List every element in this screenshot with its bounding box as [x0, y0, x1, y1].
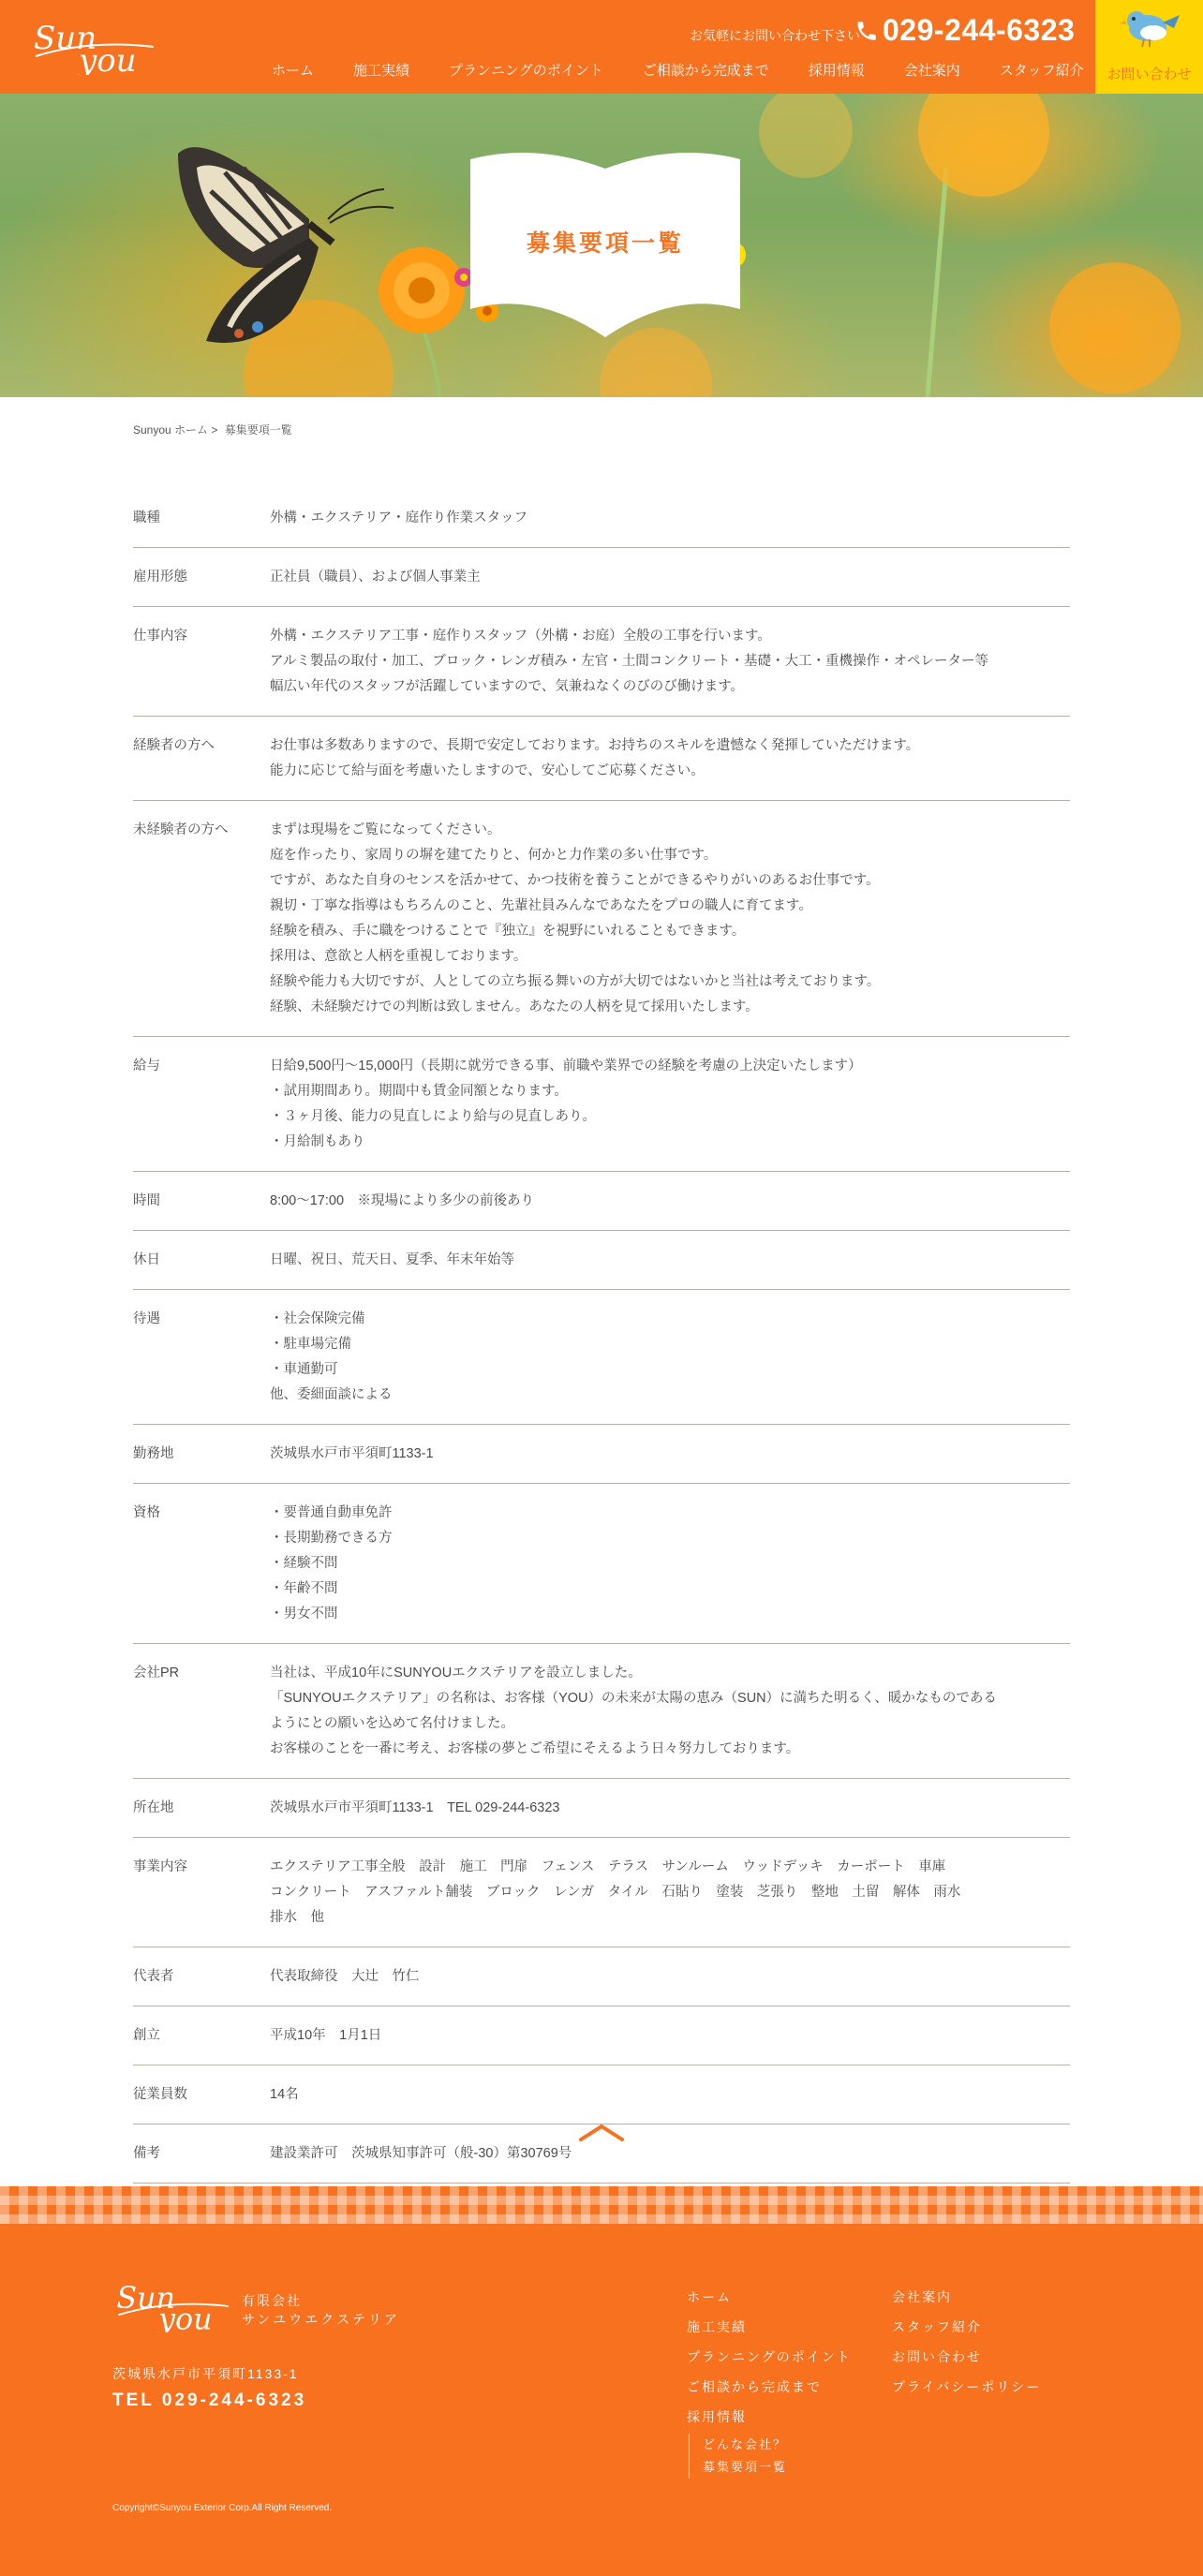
svg-text:you: you [158, 2302, 213, 2332]
page-top-button[interactable] [577, 2121, 626, 2145]
row-heading: 代表者 [133, 1969, 174, 1984]
footer-link-works[interactable]: 施工実績 [687, 2319, 747, 2334]
row-heading: 仕事内容 [133, 629, 187, 644]
inquiry-label: お問い合わせ [1106, 67, 1192, 82]
row-content-line: 茨城県水戸市平須町1133-1 TEL 029-244-6323 [270, 1800, 560, 1815]
footer-link-company[interactable]: 会社案内 [892, 2289, 952, 2304]
table-row [133, 1779, 1070, 1838]
row-content-line: 代表取締役 大辻 竹仁 [270, 1969, 420, 1984]
row-content-line: 経験を積み、手に職をつけることで『独立』を視野にいれることもできます。 [270, 924, 746, 939]
row-content [270, 1054, 1070, 1155]
global-nav [272, 60, 1084, 82]
footer-address: 茨城県水戸市平須町1133-1 [112, 2366, 299, 2381]
row-content-line: 採用は、意欲と人柄を重視しております。 [270, 949, 527, 964]
row-heading: 経験者の方へ [133, 738, 215, 753]
table-row [133, 1231, 1070, 1290]
footer-link-contact[interactable]: お問い合わせ [892, 2349, 982, 2364]
row-content [270, 1442, 1070, 1467]
row-content-line: 外構・エクステリア・庭作り作業スタッフ [270, 511, 528, 526]
row-content [270, 818, 1070, 1020]
table-row [133, 1838, 1070, 1947]
row-content-line: アルミ製品の取付・加工、ブロック・レンガ積み・左官・土間コンクリート・基礎・大工・重機操作・オペレーター等 [270, 654, 988, 669]
row-content-line: ようにとの願いを込めて名付けました。 [270, 1716, 514, 1731]
svg-text:Sun: Sun [34, 20, 97, 57]
breadcrumb [133, 422, 296, 437]
row-heading: 職種 [133, 511, 160, 526]
row-content [270, 2141, 1070, 2167]
row-content-line: ・経験不問 [270, 1556, 338, 1571]
row-heading: 勤務地 [133, 1446, 174, 1461]
svg-text:Sun: Sun [116, 2281, 175, 2316]
site-logo[interactable] [34, 19, 156, 75]
footer-check-pattern [0, 2186, 1203, 2224]
breadcrumb-home-link[interactable]: Sunyou ホーム [133, 423, 209, 437]
nav-item-recruit[interactable]: 採用情報 [808, 63, 865, 79]
footer-link-privacy[interactable]: プライバシーポリシー [892, 2379, 1042, 2394]
row-heading: 備考 [133, 2146, 160, 2161]
row-content-line: 平成10年 1月1日 [270, 2028, 382, 2043]
row-content-line: ・車通勤可 [270, 1362, 338, 1377]
row-content-line: 正社員（職員）、および個人事業主 [270, 570, 481, 585]
footer-link-planning[interactable]: プランニングのポイント [687, 2349, 852, 2364]
row-content [270, 733, 1070, 784]
row-content-line: ・要普通自動車免許 [270, 1505, 393, 1520]
row-heading: 所在地 [133, 1800, 174, 1815]
table-row [133, 1484, 1070, 1644]
row-content [270, 1307, 1070, 1408]
row-heading: 事業内容 [133, 1859, 187, 1874]
footer-nav-col2 [892, 2282, 1041, 2402]
row-heading: 未経験者の方へ [133, 822, 229, 837]
row-content-line: ・年齢不問 [270, 1581, 338, 1596]
footer-tel-link[interactable]: TEL 029-244-6323 [112, 2391, 307, 2410]
row-content [270, 506, 1070, 531]
breadcrumb-separator: > [211, 423, 218, 437]
row-content-line: 外構・エクステリア工事・庭作りスタッフ（外構・お庭）全般の工事を行います。 [270, 629, 771, 644]
row-content-line: ・駐車場完備 [270, 1337, 351, 1352]
row-content-line: お仕事は多数ありますので、長期で安定しております。お持ちのスキルを遺憾なく発揮していただけます。 [270, 738, 920, 753]
row-content-line: ・長期勤務できる方 [270, 1531, 393, 1546]
row-content [270, 1248, 1070, 1273]
footer-link-about-company[interactable]: どんな会社？ [703, 2437, 788, 2451]
table-row [133, 489, 1070, 548]
row-content [270, 1855, 1070, 1931]
footer-logo[interactable] [112, 2280, 234, 2332]
nav-item-works[interactable]: 施工実績 [353, 63, 410, 79]
footer-link-flow[interactable]: ご相談から完成まで [687, 2379, 822, 2394]
footer-link-staff[interactable]: スタッフ紹介 [892, 2319, 982, 2334]
row-heading: 会社PR [133, 1666, 180, 1680]
row-content-line: ・試用期間あり。期間中も賃金同額となります。 [270, 1084, 568, 1099]
row-content-line: 親切・丁寧な指導はもちろんのこと、先輩社員みんなであなたをプロの職人に育てます。 [270, 898, 812, 913]
phone-icon [854, 19, 879, 43]
table-row [133, 1290, 1070, 1425]
table-row [133, 801, 1070, 1037]
table-row [133, 1037, 1070, 1172]
table-row [133, 1172, 1070, 1231]
footer-link-home[interactable]: ホーム [687, 2289, 732, 2304]
page-hero [0, 94, 1203, 397]
row-content-line: 当社は、平成10年にSUNYOUエクステリアを設立しました。 [270, 1666, 642, 1680]
row-content [270, 624, 1070, 700]
row-content-line: ・男女不問 [270, 1606, 338, 1621]
row-content-line: 日給9,500円〜15,000円（長期に就労できる事、前職や業界での経験を考慮の上決定いたします） [270, 1059, 862, 1073]
footer-link-requirements[interactable]: 募集要項一覧 [703, 2460, 788, 2474]
row-content-line: 茨城県水戸市平須町1133-1 [270, 1446, 434, 1461]
row-content-line: 建設業許可 茨城県知事許可（般-30）第30769号 [270, 2146, 572, 2161]
footer-recruit-sublinks [689, 2434, 852, 2479]
table-row [133, 1947, 1070, 2006]
table-row [133, 607, 1070, 717]
row-content [270, 1796, 1070, 1821]
table-row [133, 2065, 1070, 2124]
row-heading: 雇用形態 [133, 570, 187, 585]
row-content-line: 排水 他 [270, 1910, 324, 1925]
row-content [270, 2082, 1070, 2108]
footer-logo-mark [112, 2280, 234, 2332]
row-content-line: 8:00〜17:00 ※現場により多少の前後あり [270, 1193, 535, 1208]
row-content-line: 経験、未経験だけでの判断は致しません。あなたの人柄を見て採用いたします。 [270, 999, 759, 1014]
row-content-line: 能力に応じて給与面を考慮いたしますので、安心してご応募ください。 [270, 763, 705, 778]
inquiry-button[interactable] [1095, 0, 1203, 94]
row-content [270, 2023, 1070, 2049]
site-footer [0, 2224, 1203, 2576]
row-content-line: 経験や能力も大切ですが、人としての立ち振る舞いの方が大切ではないかと当社は考えております。 [270, 974, 881, 989]
row-content-line: 幅広い年代のスタッフが活躍していますので、気兼ねなくのびのび働けます。 [270, 679, 745, 694]
row-content-line: 「SUNYOUエクステリア」の名称は、お客様（YOU）の未来が太陽の恵み（SUN）に満ちた明るく、暖かなものである [270, 1691, 997, 1706]
svg-text:you: you [79, 42, 137, 75]
row-content-line: ですが、あなた自身のセンスを活かせて、かつ技術を養うことができるやりがいのあるお仕事です。 [270, 873, 880, 888]
footer-company-type: 有限会社 [242, 2293, 302, 2308]
row-heading: 創立 [133, 2028, 160, 2043]
row-content-line: まずは現場をご覧になってください。 [270, 822, 501, 837]
row-content [270, 1964, 1070, 1990]
row-content-line: 庭を作ったり、家周りの塀を建てたりと、何かと力作業の多い仕事です。 [270, 848, 718, 863]
row-content-line: コンクリート アスファルト舗装 ブロック レンガ タイル 石貼り 塗装 芝張り 整地 土留 解体 雨水 [270, 1885, 961, 1900]
row-heading: 資格 [133, 1505, 160, 1520]
row-heading: 時間 [133, 1193, 160, 1208]
row-heading: 待遇 [133, 1311, 160, 1326]
table-row [133, 1644, 1070, 1779]
logo-mark [34, 19, 156, 75]
row-heading: 休日 [133, 1252, 160, 1267]
nav-item-flow[interactable]: ご相談から完成まで [642, 63, 769, 79]
row-content [270, 1661, 1070, 1762]
row-content-line: エクステリア工事全般 設計 施工 門扉 フェンス テラス サンルーム ウッドデッキ カーポート 車庫 [270, 1859, 946, 1874]
row-content-line: お客様のことを一番に考え、お客様の夢とご希望にそえるよう日々努力しております。 [270, 1741, 800, 1756]
row-content-line: 14名 [270, 2087, 299, 2102]
row-content-line: 他、委細面談による [270, 1387, 393, 1402]
nav-item-home[interactable]: ホーム [272, 63, 315, 79]
nav-item-planning[interactable]: プランニングのポイント [449, 63, 603, 79]
chevron-up-icon [577, 2121, 626, 2145]
row-content-line: ・３ヶ月後、能力の見直しにより給与の見直しあり。 [270, 1109, 596, 1124]
row-heading: 給与 [133, 1059, 160, 1073]
recruit-table [133, 489, 1070, 2268]
footer-company-name: サンユウエクステリア [242, 2312, 400, 2327]
site-header [0, 0, 1203, 94]
breadcrumb-current: 募集要項一覧 [224, 423, 292, 437]
header-phone-link[interactable]: 029-244-6323 [883, 13, 1076, 47]
table-row [133, 1425, 1070, 1484]
row-content [270, 565, 1070, 590]
footer-nav-col1 [687, 2282, 852, 2479]
table-row [133, 2006, 1070, 2065]
row-content-line: ・月給制もあり [270, 1134, 365, 1149]
copyright: Copyright©Sunyou Exterior Corp.All Right Reserved. [112, 2503, 333, 2513]
nav-item-staff[interactable]: スタッフ紹介 [999, 63, 1084, 79]
row-content-line: ・社会保険完備 [270, 1311, 365, 1326]
table-row [133, 548, 1070, 607]
row-content-line: 日曜、祝日、荒天日、夏季、年末年始等 [270, 1252, 514, 1267]
row-content [270, 1501, 1070, 1627]
contact-lead: お気軽にお問い合わせ下さい [690, 28, 860, 43]
table-row [133, 717, 1070, 801]
row-content [270, 1189, 1070, 1214]
footer-link-recruit[interactable]: 採用情報 [687, 2409, 747, 2424]
butterfly-illustration [169, 116, 422, 369]
nav-item-company[interactable]: 会社案内 [903, 63, 960, 79]
page-title: 募集要項一覧 [526, 230, 684, 257]
row-heading: 従業員数 [133, 2087, 187, 2102]
bird-icon [1116, 2, 1183, 51]
